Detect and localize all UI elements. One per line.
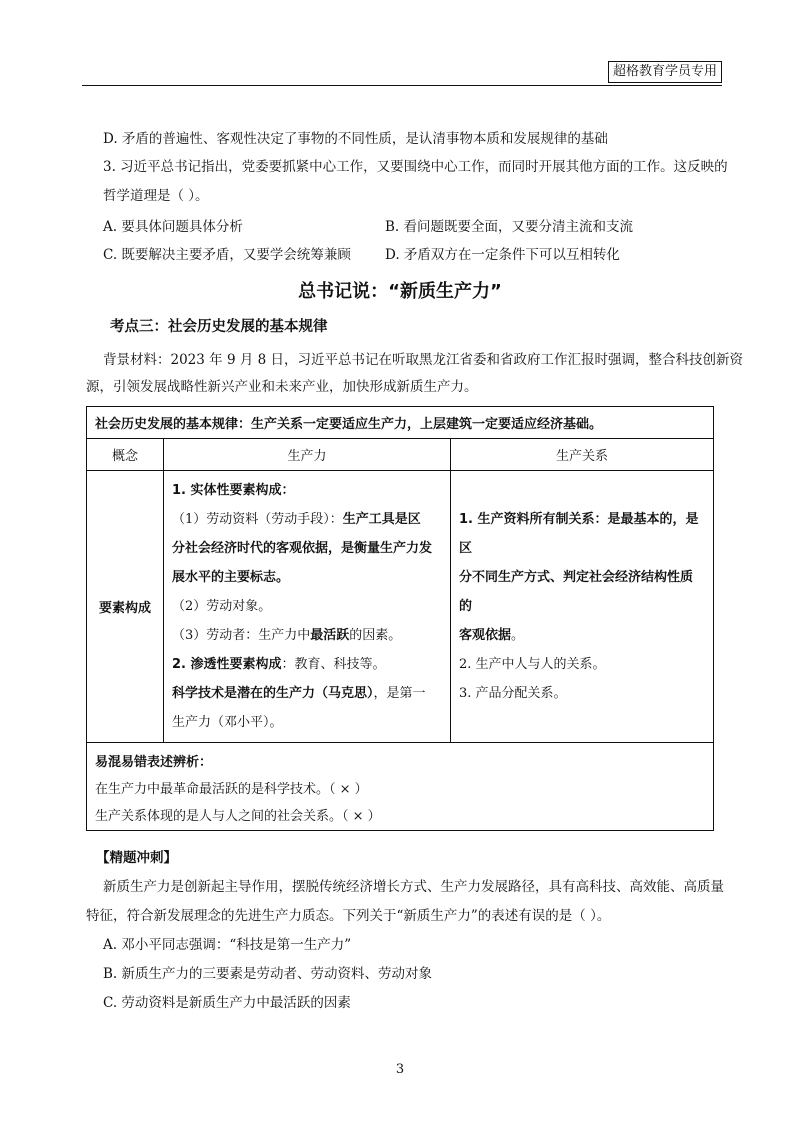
rel-line2: 分不同生产方式、判定社会经济结构性质的 (459, 570, 694, 614)
q3-stem-line2: 哲学道理是（ ）。 (103, 188, 209, 204)
practice-label: 【精题冲刺】 (96, 850, 177, 866)
prod-line6c: 的因素。 (349, 628, 402, 643)
prod-line3: 分社会经济时代的客观依据，是衡量生产力发 (172, 541, 433, 556)
practice-stem-line2: 特征，符合新发展理念的先进生产力质态。下列关于“新质生产力”的表述有误的是（ ）。 (86, 908, 611, 924)
header-label: 超格教育学员专用 (608, 61, 722, 83)
practice-option-c: C. 劳动资料是新质生产力中最活跃的因素 (103, 995, 351, 1011)
background-line2: 源，引领发展战略性新兴产业和未来产业，加快形成新质生产力。 (86, 379, 478, 395)
prod-line2a: （1）劳动资料（劳动手段）： (172, 512, 343, 527)
productivity-cell (164, 471, 451, 743)
practice-stem-line1: 新质生产力是创新起主导作用，摆脱传统经济增长方式、生产力发展路径，具有高科技、高效能、高质量 (103, 879, 724, 895)
prod-line6b: 最活跃 (310, 628, 350, 643)
prod-line4: 展水平的主要标志。 (172, 570, 290, 585)
knowledge-table (86, 406, 714, 831)
background-line1: 背景材料：2023 年 9 月 8 日，习近平总书记在听取黑龙江省委和省政府工作汇报时强调，整合科技创新资 (103, 352, 743, 368)
practice-option-a: A. 邓小平同志强调：“科技是第一生产力” (103, 937, 352, 953)
prod-line5: （2）劳动对象。 (172, 599, 272, 614)
rel-line1b: 是最基本的，是区 (459, 512, 699, 556)
practice-option-b: B. 新质生产力的三要素是劳动者、劳动资料、劳动对象 (103, 966, 433, 982)
table-heading: 社会历史发展的基本规律：生产关系一定要适应生产力，上层建筑一定要适应经济基础。 (87, 407, 714, 439)
q3-stem-line1: 3. 习近平总书记指出，党委要抓紧中心工作，又要围绕中心工作，而同时开展其他方面的工作。这反映的 (103, 159, 728, 175)
confusion-cell (87, 743, 714, 831)
rel-line3: 客观依据 (459, 628, 512, 643)
row-label-elements: 要素构成 (87, 471, 164, 743)
prod-line8a: 科学技术是潜在的生产力（马克思） (172, 686, 374, 701)
rel-line4: 2. 生产中人与人的关系。 (459, 657, 606, 672)
section-title: 总书记说：“新质生产力” (298, 281, 502, 302)
q3-option-a: A. 要具体问题具体分析 (103, 219, 243, 235)
confusion-item-2: 生产关系体现的是人与人之间的社会关系。（ × ） (95, 809, 381, 824)
confusion-title: 易混易错表述辨析： (95, 755, 213, 770)
section-subtitle: 考点三：社会历史发展的基本规律 (110, 319, 328, 335)
col-productivity-header: 生产力 (164, 439, 451, 471)
rel-line1a: 1. 生产资料所有制关系： (459, 512, 608, 527)
rel-line3b: 。 (511, 628, 525, 643)
prod-line6a: （3）劳动者：生产力中 (172, 628, 311, 643)
prod-line2b: 生产工具是区 (342, 512, 421, 527)
prev-option-d: D. 矛盾的普遍性、客观性决定了事物的不同性质，是认清事物本质和发展规律的基础 (103, 131, 608, 147)
header-rule (82, 85, 722, 86)
relations-cell (451, 471, 714, 743)
q3-option-b: B. 看问题既要全面，又要分清主流和支流 (385, 219, 634, 235)
prod-line1: 1. 实体性要素构成： (172, 483, 295, 498)
col-concept-header: 概念 (87, 439, 164, 471)
prod-line7b: ：教育、科技等。 (281, 657, 386, 672)
rel-line5: 3. 产品分配关系。 (459, 686, 567, 701)
prod-line7a: 2. 渗透性要素构成 (172, 657, 282, 672)
q3-option-c: C. 既要解决主要矛盾，又要学会统筹兼顾 (103, 247, 351, 263)
col-relations-header: 生产关系 (451, 439, 714, 471)
page-number: 3 (395, 1062, 405, 1077)
q3-option-d: D. 矛盾双方在一定条件下可以互相转化 (385, 247, 620, 263)
prod-line8b: ，是第一 (373, 686, 426, 701)
prod-line9: 生产力（邓小平）。 (172, 715, 283, 730)
confusion-item-1: 在生产力中最革命最活跃的是科学技术。（ × ） (95, 782, 368, 797)
